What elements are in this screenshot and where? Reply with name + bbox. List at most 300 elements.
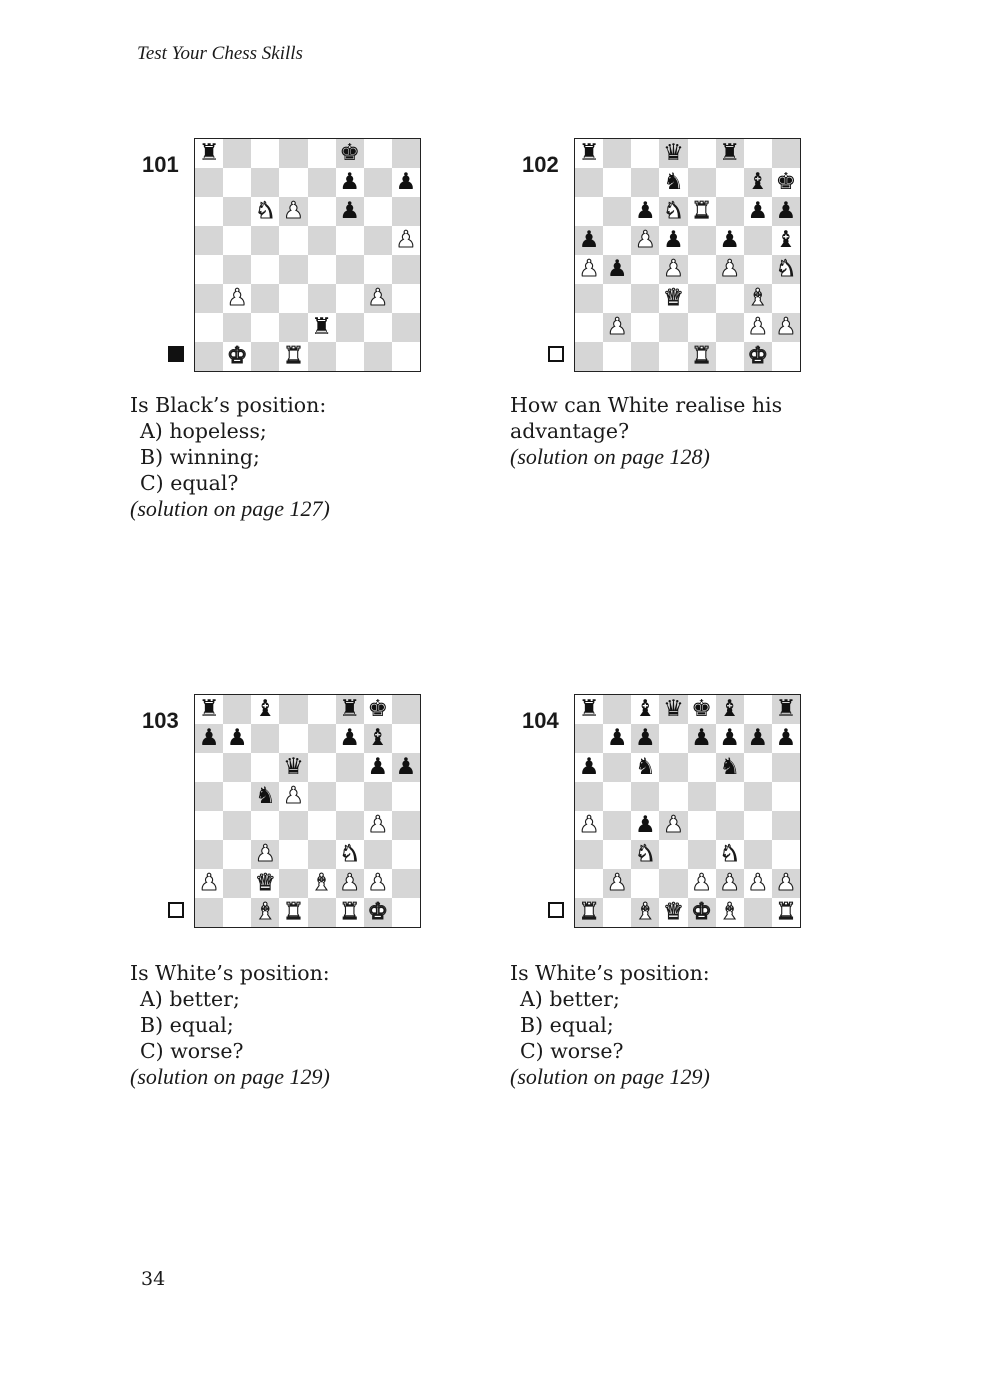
board-square — [659, 753, 687, 782]
board-square — [659, 898, 687, 927]
board-square — [772, 168, 800, 197]
board-square — [364, 168, 392, 197]
board-square — [195, 226, 223, 255]
board-square — [364, 342, 392, 371]
white-pawn-icon: ♟ — [283, 783, 304, 809]
board-square — [716, 811, 744, 840]
board-square — [364, 869, 392, 898]
white-pawn-icon: ♟ — [367, 812, 389, 838]
page-number: 34 — [141, 1268, 166, 1290]
board-square — [688, 284, 716, 313]
white-queen-icon: ♛ — [255, 870, 276, 896]
black-king-icon: ♚ — [339, 140, 360, 166]
board-square — [744, 869, 772, 898]
board-square — [279, 255, 307, 284]
board-square — [392, 139, 420, 168]
board-square — [659, 313, 687, 342]
board-square — [364, 313, 392, 342]
board-square — [772, 869, 800, 898]
board-square — [716, 869, 744, 898]
solution-reference: (solution on page 127) — [130, 496, 330, 521]
board-square — [631, 284, 659, 313]
board-square — [772, 139, 800, 168]
white-pawn-icon: ♟ — [578, 256, 600, 282]
black-bishop-icon: ♝ — [775, 227, 797, 253]
option-a: A) better; — [520, 987, 620, 1011]
board-square — [631, 197, 659, 226]
option-c: C) worse? — [140, 1039, 244, 1063]
board-square — [308, 753, 336, 782]
black-pawn-icon: ♟ — [635, 812, 656, 838]
white-bishop-icon: ♝ — [747, 285, 769, 311]
running-head: Test Your Chess Skills — [137, 43, 303, 64]
white-rook-icon: ♜ — [283, 343, 304, 369]
board-square — [716, 255, 744, 284]
black-bishop-icon: ♝ — [747, 169, 769, 195]
white-bishop-icon: ♝ — [311, 870, 332, 896]
board-square — [336, 869, 364, 898]
board-square — [772, 342, 800, 371]
white-pawn-icon: ♟ — [747, 870, 769, 896]
white-pawn-icon: ♟ — [663, 256, 684, 282]
board-square — [716, 284, 744, 313]
diagram-number: 103 — [142, 708, 179, 733]
solution-reference: (solution on page 129) — [510, 1064, 710, 1089]
board-square — [603, 284, 631, 313]
board-square — [392, 898, 420, 927]
board-square — [392, 811, 420, 840]
board-square — [336, 226, 364, 255]
board-square — [631, 811, 659, 840]
board-square — [631, 342, 659, 371]
board-square — [364, 284, 392, 313]
board-square — [251, 753, 279, 782]
board-square — [631, 753, 659, 782]
white-knight-icon: ♞ — [255, 198, 276, 224]
white-king-icon: ♚ — [226, 343, 248, 369]
black-pawn-icon: ♟ — [198, 725, 220, 751]
question-line: Is White’s position: — [130, 961, 330, 985]
board-square — [308, 313, 336, 342]
white-pawn-icon: ♟ — [719, 870, 740, 896]
board-square — [716, 724, 744, 753]
board-square — [223, 168, 251, 197]
board-square — [659, 724, 687, 753]
white-pawn-icon: ♟ — [719, 256, 740, 282]
white-rook-icon: ♜ — [691, 198, 712, 224]
board-square — [251, 342, 279, 371]
board-square — [279, 342, 307, 371]
chess-board — [194, 138, 421, 372]
white-knight-icon: ♞ — [719, 841, 740, 867]
board-square — [392, 313, 420, 342]
black-pawn-icon: ♟ — [578, 754, 600, 780]
board-square — [772, 811, 800, 840]
board-square — [631, 840, 659, 869]
white-king-icon: ♚ — [367, 899, 389, 925]
board-square — [659, 811, 687, 840]
board-square — [223, 197, 251, 226]
board-square — [688, 255, 716, 284]
board-square — [336, 724, 364, 753]
board-square — [223, 869, 251, 898]
to-move-indicator — [168, 902, 184, 918]
board-square — [392, 342, 420, 371]
white-queen-icon: ♛ — [663, 285, 684, 311]
board-square — [336, 139, 364, 168]
black-queen-icon: ♛ — [283, 754, 304, 780]
black-knight-icon: ♞ — [255, 783, 276, 809]
board-square — [364, 811, 392, 840]
board-square — [688, 840, 716, 869]
board-square — [195, 139, 223, 168]
board-square — [603, 898, 631, 927]
board-square — [195, 898, 223, 927]
black-pawn-icon: ♟ — [775, 725, 797, 751]
board-square — [279, 139, 307, 168]
black-pawn-icon: ♟ — [339, 198, 360, 224]
board-square — [223, 782, 251, 811]
white-knight-icon: ♞ — [663, 198, 684, 224]
chess-board — [194, 694, 421, 928]
board-square — [364, 255, 392, 284]
board-square — [744, 898, 772, 927]
board-square — [744, 695, 772, 724]
white-pawn-icon: ♟ — [578, 812, 600, 838]
board-square — [251, 840, 279, 869]
board-square — [688, 811, 716, 840]
board-square — [575, 313, 603, 342]
board-square — [772, 255, 800, 284]
board-square — [772, 226, 800, 255]
board-square — [251, 139, 279, 168]
board-square — [744, 168, 772, 197]
board-square — [772, 753, 800, 782]
board-square — [336, 811, 364, 840]
board-square — [659, 840, 687, 869]
board-square — [364, 782, 392, 811]
board-square — [364, 695, 392, 724]
board-square — [744, 313, 772, 342]
white-pawn-icon: ♟ — [198, 870, 220, 896]
board-square — [659, 226, 687, 255]
white-knight-icon: ♞ — [635, 841, 656, 867]
white-knight-icon: ♞ — [775, 256, 797, 282]
board-square — [688, 753, 716, 782]
board-square — [744, 255, 772, 284]
board-square — [308, 197, 336, 226]
board-square — [688, 724, 716, 753]
board-square — [251, 695, 279, 724]
to-move-indicator — [548, 346, 564, 362]
board-square — [603, 197, 631, 226]
board-square — [364, 197, 392, 226]
white-pawn-icon: ♟ — [606, 870, 628, 896]
to-move-indicator — [548, 902, 564, 918]
white-pawn-icon: ♟ — [339, 870, 360, 896]
board-square — [195, 753, 223, 782]
white-pawn-icon: ♟ — [775, 314, 797, 340]
board-square — [336, 284, 364, 313]
board-square — [223, 255, 251, 284]
board-square — [279, 782, 307, 811]
board-square — [279, 695, 307, 724]
board-square — [308, 139, 336, 168]
board-square — [336, 898, 364, 927]
board-square — [251, 782, 279, 811]
board-square — [603, 226, 631, 255]
black-pawn-icon: ♟ — [578, 227, 600, 253]
board-square — [744, 342, 772, 371]
board-square — [659, 695, 687, 724]
board-square — [251, 255, 279, 284]
white-pawn-icon: ♟ — [775, 870, 797, 896]
board-square — [744, 753, 772, 782]
question-line: advantage? — [510, 419, 630, 443]
board-square — [716, 313, 744, 342]
solution-reference: (solution on page 128) — [510, 444, 710, 469]
board-square — [716, 753, 744, 782]
board-square — [195, 840, 223, 869]
black-pawn-icon: ♟ — [606, 725, 628, 751]
board-square — [308, 869, 336, 898]
board-square — [688, 869, 716, 898]
board-square — [279, 226, 307, 255]
black-king-icon: ♚ — [775, 169, 797, 195]
white-king-icon: ♚ — [747, 343, 769, 369]
diagram-number: 101 — [142, 152, 179, 177]
black-pawn-icon: ♟ — [775, 198, 797, 224]
board-square — [631, 313, 659, 342]
board-square — [251, 313, 279, 342]
black-pawn-icon: ♟ — [367, 754, 389, 780]
board-square — [575, 898, 603, 927]
board-square — [659, 342, 687, 371]
board-square — [336, 313, 364, 342]
board-square — [659, 255, 687, 284]
white-pawn-icon: ♟ — [606, 314, 628, 340]
black-pawn-icon: ♟ — [663, 227, 684, 253]
black-knight-icon: ♞ — [635, 754, 656, 780]
black-bishop-icon: ♝ — [635, 696, 656, 722]
black-pawn-icon: ♟ — [719, 725, 740, 751]
board-square — [688, 197, 716, 226]
white-bishop-icon: ♝ — [255, 899, 276, 925]
board-square — [716, 898, 744, 927]
board-square — [195, 869, 223, 898]
black-bishop-icon: ♝ — [255, 696, 276, 722]
board-square — [336, 342, 364, 371]
black-king-icon: ♚ — [367, 696, 389, 722]
board-square — [744, 226, 772, 255]
white-pawn-icon: ♟ — [691, 870, 712, 896]
board-square — [688, 342, 716, 371]
white-pawn-icon: ♟ — [663, 812, 684, 838]
black-rook-icon: ♜ — [775, 696, 797, 722]
board-square — [195, 811, 223, 840]
board-square — [716, 168, 744, 197]
white-rook-icon: ♜ — [339, 899, 360, 925]
board-square — [631, 168, 659, 197]
black-pawn-icon: ♟ — [747, 198, 769, 224]
board-square — [392, 168, 420, 197]
board-square — [308, 342, 336, 371]
white-rook-icon: ♜ — [691, 343, 712, 369]
black-pawn-icon: ♟ — [226, 725, 248, 751]
board-square — [223, 342, 251, 371]
to-move-indicator — [168, 346, 184, 362]
white-pawn-icon: ♟ — [226, 285, 248, 311]
board-square — [772, 197, 800, 226]
board-square — [308, 898, 336, 927]
black-king-icon: ♚ — [691, 696, 712, 722]
board-square — [251, 284, 279, 313]
board-square — [195, 255, 223, 284]
question-text — [130, 960, 430, 1090]
board-square — [392, 695, 420, 724]
board-square — [603, 869, 631, 898]
white-rook-icon: ♜ — [775, 899, 797, 925]
board-square — [392, 869, 420, 898]
board-square — [716, 139, 744, 168]
board-square — [744, 139, 772, 168]
option-b: B) equal; — [520, 1013, 614, 1037]
board-square — [688, 313, 716, 342]
board-square — [251, 811, 279, 840]
board-square — [772, 695, 800, 724]
black-pawn-icon: ♟ — [395, 754, 417, 780]
board-square — [631, 869, 659, 898]
white-queen-icon: ♛ — [663, 899, 684, 925]
black-pawn-icon: ♟ — [339, 725, 360, 751]
board-square — [251, 197, 279, 226]
question-line: Is Black’s position: — [130, 393, 327, 417]
option-c: C) worse? — [520, 1039, 624, 1063]
board-square — [392, 197, 420, 226]
board-square — [279, 840, 307, 869]
board-square — [772, 840, 800, 869]
white-pawn-icon: ♟ — [635, 227, 656, 253]
board-square — [195, 695, 223, 724]
board-square — [631, 695, 659, 724]
board-square — [603, 168, 631, 197]
board-square — [575, 139, 603, 168]
diagram-number: 102 — [522, 152, 559, 177]
board-square — [603, 782, 631, 811]
board-square — [223, 898, 251, 927]
option-c: C) equal? — [140, 471, 239, 495]
board-square — [772, 898, 800, 927]
board-square — [195, 782, 223, 811]
board-square — [744, 284, 772, 313]
board-square — [575, 342, 603, 371]
white-pawn-icon: ♟ — [367, 285, 389, 311]
board-square — [336, 197, 364, 226]
board-square — [223, 753, 251, 782]
board-square — [223, 313, 251, 342]
board-square — [279, 284, 307, 313]
board-square — [575, 782, 603, 811]
board-square — [392, 782, 420, 811]
black-bishop-icon: ♝ — [719, 696, 740, 722]
board-square — [336, 255, 364, 284]
board-square — [308, 226, 336, 255]
board-square — [308, 840, 336, 869]
black-pawn-icon: ♟ — [339, 169, 360, 195]
board-square — [279, 898, 307, 927]
board-square — [251, 226, 279, 255]
board-square — [336, 168, 364, 197]
board-square — [279, 724, 307, 753]
board-square — [308, 168, 336, 197]
board-square — [772, 313, 800, 342]
board-square — [223, 284, 251, 313]
board-square — [716, 840, 744, 869]
black-knight-icon: ♞ — [663, 169, 684, 195]
board-square — [659, 197, 687, 226]
white-pawn-icon: ♟ — [367, 870, 389, 896]
board-square — [575, 255, 603, 284]
black-pawn-icon: ♟ — [635, 198, 656, 224]
chess-board — [574, 694, 801, 928]
board-square — [659, 168, 687, 197]
board-square — [195, 342, 223, 371]
board-square — [336, 695, 364, 724]
black-rook-icon: ♜ — [578, 696, 600, 722]
black-queen-icon: ♛ — [663, 140, 684, 166]
board-square — [251, 869, 279, 898]
board-square — [603, 342, 631, 371]
board-square — [603, 811, 631, 840]
black-rook-icon: ♜ — [311, 314, 332, 340]
board-square — [631, 898, 659, 927]
black-pawn-icon: ♟ — [635, 725, 656, 751]
board-square — [251, 168, 279, 197]
board-square — [603, 753, 631, 782]
board-square — [364, 139, 392, 168]
board-square — [279, 753, 307, 782]
board-square — [308, 284, 336, 313]
board-square — [223, 695, 251, 724]
board-square — [575, 811, 603, 840]
black-knight-icon: ♞ — [719, 754, 740, 780]
question-line: Is White’s position: — [510, 961, 710, 985]
board-square — [336, 782, 364, 811]
board-square — [575, 284, 603, 313]
board-square — [195, 313, 223, 342]
board-square — [279, 869, 307, 898]
diagram-number: 104 — [522, 708, 559, 733]
board-square — [364, 898, 392, 927]
board-square — [223, 226, 251, 255]
black-rook-icon: ♜ — [578, 140, 600, 166]
black-rook-icon: ♜ — [719, 140, 740, 166]
question-line: How can White realise his — [510, 393, 783, 417]
black-pawn-icon: ♟ — [719, 227, 740, 253]
board-square — [279, 168, 307, 197]
question-text — [510, 392, 810, 470]
black-rook-icon: ♜ — [198, 696, 220, 722]
option-b: B) equal; — [140, 1013, 234, 1037]
board-square — [716, 197, 744, 226]
white-rook-icon: ♜ — [283, 899, 304, 925]
board-square — [631, 226, 659, 255]
board-square — [631, 724, 659, 753]
white-bishop-icon: ♝ — [635, 899, 656, 925]
board-square — [195, 197, 223, 226]
board-square — [716, 342, 744, 371]
board-square — [364, 840, 392, 869]
